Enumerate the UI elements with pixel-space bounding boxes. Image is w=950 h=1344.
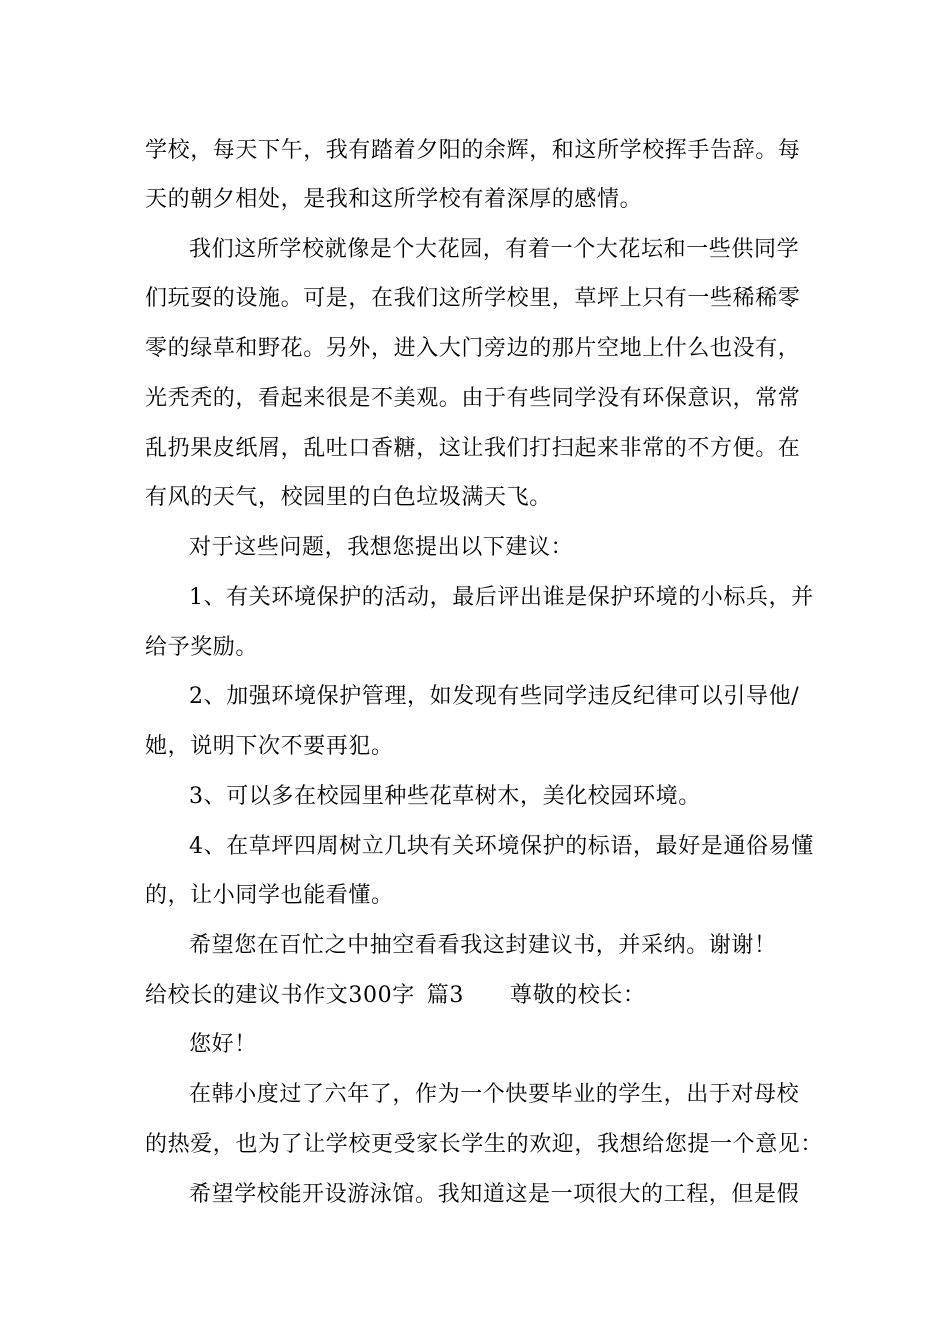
list-item-line: 3、可以多在校园里种些花草树木，美化校园环境。 [189, 784, 701, 809]
essay-title: 给校长的建议书作文300字 [145, 983, 415, 1008]
list-item-line: 1、有关环境保护的活动，最后评出谁是保护环境的小标兵，并 [189, 585, 814, 610]
paragraph-line: 在韩小度过了六年了，作为一个快要毕业的学生，出于对母校 [189, 1082, 800, 1107]
list-item-line: 她，说明下次不要再犯。 [145, 734, 394, 759]
greeting-line: 您好！ [189, 1032, 257, 1057]
paragraph-line: 对于这些问题，我想您提出以下建议： [189, 535, 574, 560]
salutation: 尊敬的校长： [510, 983, 646, 1008]
paragraph-line: 天的朝夕相处，是我和这所学校有着深厚的感情。 [145, 187, 643, 212]
paragraph-line: 光秃秃的，看起来很是不美观。由于有些同学没有环保意识，常常 [145, 386, 801, 411]
paragraph-line: 的热爱，也为了让学校更受家长学生的欢迎，我想给您提一个意见： [145, 1132, 824, 1157]
list-item-line: 4、在草坪四周树立几块有关环境保护的标语，最好是通俗易懂 [189, 834, 814, 859]
paragraph-line: 希望您在百忙之中抽空看看我这封建议书，并采纳。谢谢！ [189, 933, 777, 958]
section-label: 篇3 [426, 983, 464, 1008]
paragraph-line: 们玩耍的设施。可是，在我们这所学校里，草坪上只有一些稀稀零 [145, 286, 801, 311]
paragraph-line: 零的绿草和野花。另外，进入大门旁边的那片空地上什么也没有， [145, 336, 801, 361]
list-item-line: 2、加强环境保护管理，如发现有些同学违反纪律可以引导他/ [189, 684, 800, 709]
paragraph-line: 希望学校能开设游泳馆。我知道这是一项很大的工程，但是假 [189, 1182, 800, 1207]
paragraph-line: 乱扔果皮纸屑，乱吐口香糖，这让我们打扫起来非常的不方便。在 [145, 436, 801, 461]
paragraph-line: 我们这所学校就像是个大花园，有着一个大花坛和一些供同学 [189, 237, 800, 262]
heading-line [0, 971, 950, 1020]
list-item-line: 给予奖励。 [145, 635, 259, 660]
paragraph-line: 有风的天气，校园里的白色垃圾满天飞。 [145, 485, 552, 510]
list-item-line: 的，让小同学也能看懂。 [145, 883, 394, 908]
paragraph-line: 学校，每天下午，我有踏着夕阳的余辉，和这所学校挥手告辞。每 [145, 138, 801, 163]
